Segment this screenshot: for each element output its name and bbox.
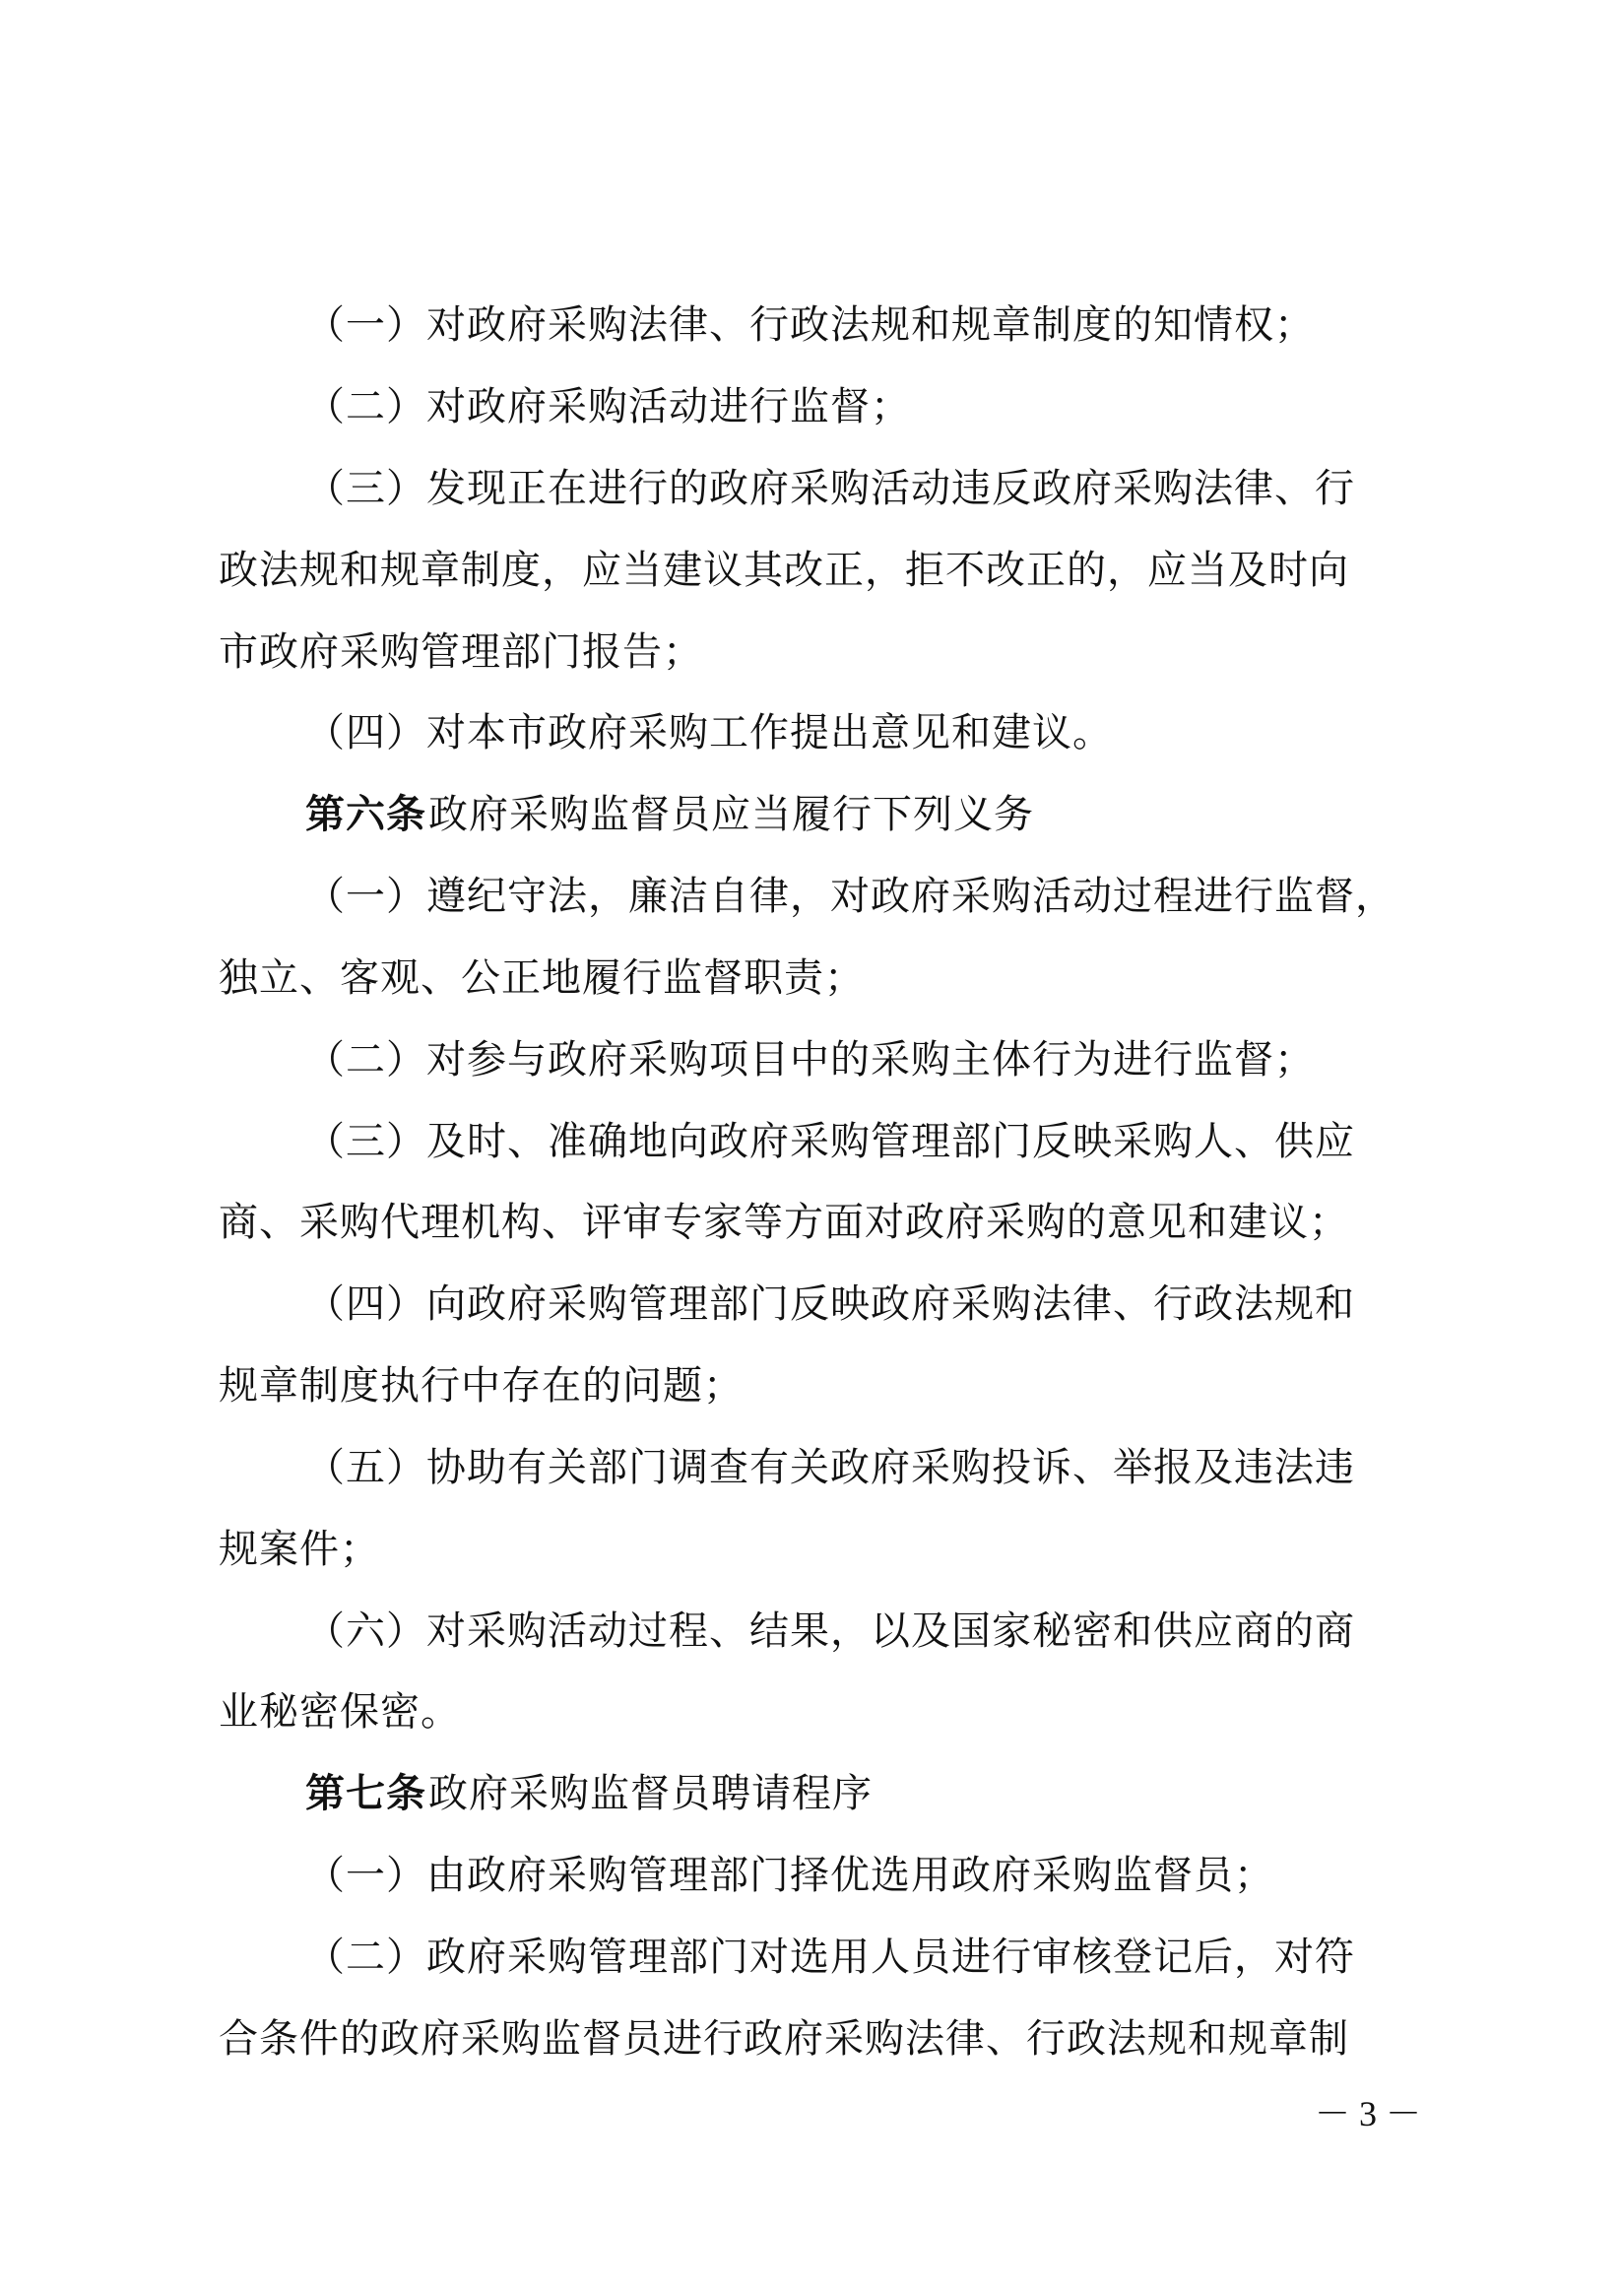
paragraph-right-3-cont <box>0 531 1621 610</box>
paragraph-duty-4-cont <box>0 1346 1621 1425</box>
paragraph-procedure-1 <box>0 1836 1621 1915</box>
paragraph-right-2 <box>0 367 1621 446</box>
text-line: （二）对参与政府采购项目中的采购主体行为进行监督； <box>305 1037 1315 1082</box>
article-title: 政府采购监督员聘请程序 <box>428 1771 873 1816</box>
article-title: 政府采购监督员应当履行下列义务 <box>428 792 1034 837</box>
page-number: － 3 － <box>1315 2094 1422 2133</box>
text-line: 业秘密保密。 <box>219 1689 461 1735</box>
paragraph-duty-4 <box>0 1265 1621 1344</box>
paragraph-procedure-2-cont <box>0 2000 1621 2078</box>
text-line: （三）及时、准确地向政府采购管理部门反映采购人、供应 <box>305 1119 1355 1164</box>
text-line: （四）向政府采购管理部门反映政府采购法律、行政法规和 <box>305 1281 1355 1327</box>
article-number: 第七条 <box>305 1771 426 1816</box>
text-line: 独立、客观、公正地履行监督职责； <box>219 955 865 1001</box>
text-line: （六）对采购活动过程、结果，以及国家秘密和供应商的商 <box>305 1608 1355 1654</box>
text-line: （二）政府采购管理部门对选用人员进行审核登记后，对符 <box>305 1935 1355 1980</box>
paragraph-duty-2 <box>0 1020 1621 1099</box>
text-line: 规章制度执行中存在的问题； <box>219 1363 744 1409</box>
text-line: （五）协助有关部门调查有关政府采购投诉、举报及违法违 <box>305 1445 1355 1490</box>
paragraph-duty-1-cont <box>0 939 1621 1017</box>
text-line: 商、采购代理机构、评审专家等方面对政府采购的意见和建议； <box>219 1200 1349 1245</box>
paragraph-duty-6 <box>0 1592 1621 1671</box>
text-line: （三）发现正在进行的政府采购活动违反政府采购法律、行 <box>305 466 1355 511</box>
article-7-heading <box>0 1754 1621 1833</box>
paragraph-right-1 <box>0 286 1621 364</box>
paragraph-duty-5-cont <box>0 1510 1621 1589</box>
article-6-heading <box>0 775 1621 854</box>
paragraph-duty-3 <box>0 1102 1621 1181</box>
paragraph-right-4 <box>0 693 1621 772</box>
text-line: （一）遵纪守法，廉洁自律，对政府采购活动过程进行监督， <box>305 874 1395 919</box>
paragraph-duty-6-cont <box>0 1673 1621 1751</box>
text-line: （二）对政府采购活动进行监督； <box>305 384 911 429</box>
text-line: 合条件的政府采购监督员进行政府采购法律、行政法规和规章制 <box>219 2016 1349 2062</box>
paragraph-duty-3-cont <box>0 1183 1621 1262</box>
paragraph-duty-1 <box>0 857 1621 936</box>
text-line: 政法规和规章制度，应当建议其改正，拒不改正的，应当及时向 <box>219 548 1349 593</box>
article-number: 第六条 <box>305 792 426 837</box>
text-line: （四）对本市政府采购工作提出意见和建议。 <box>305 710 1113 755</box>
text-line: （一）对政府采购法律、行政法规和规章制度的知情权； <box>305 302 1315 348</box>
paragraph-right-3-end <box>0 613 1621 691</box>
text-line: （一）由政府采购管理部门择优选用政府采购监督员； <box>305 1853 1274 1898</box>
text-line: 市政府采购管理部门报告； <box>219 629 703 675</box>
paragraph-procedure-2 <box>0 1918 1621 1997</box>
text-line: 规案件； <box>219 1527 380 1572</box>
paragraph-duty-5 <box>0 1428 1621 1507</box>
paragraph-right-3 <box>0 449 1621 528</box>
